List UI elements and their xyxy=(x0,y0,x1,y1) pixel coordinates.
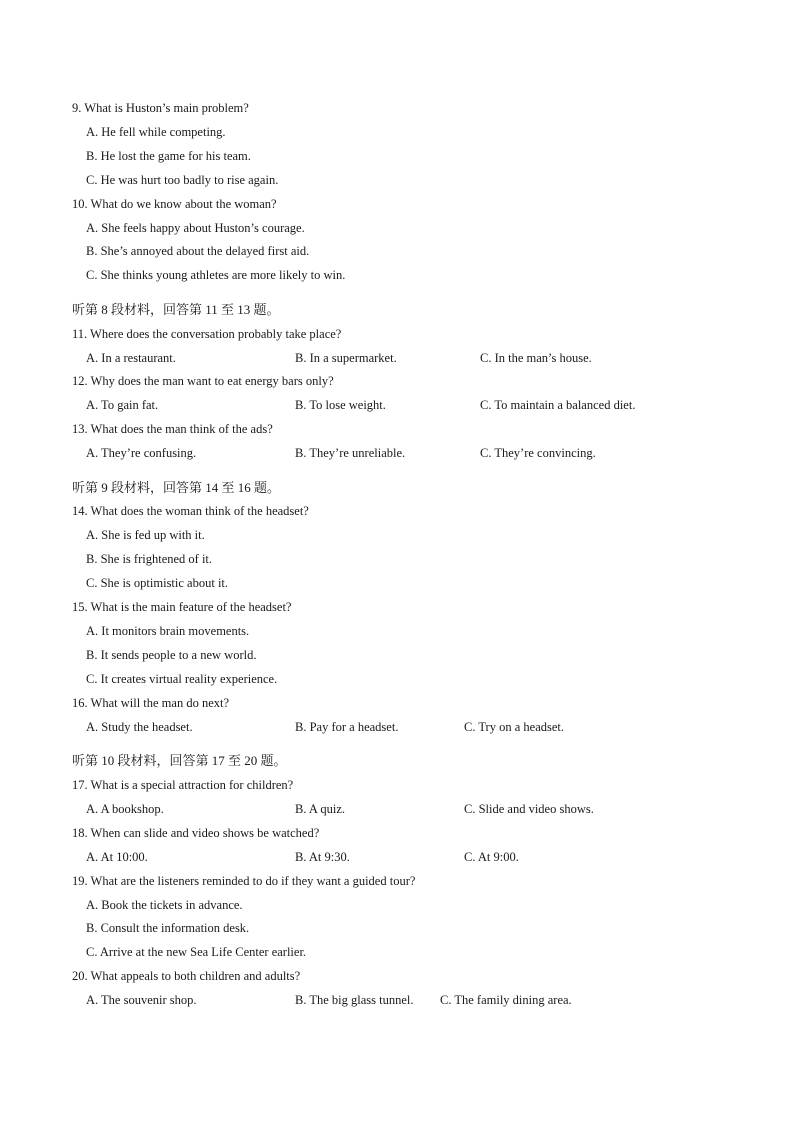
q11-option-b: B. In a supermarket. xyxy=(295,351,397,365)
q15-option-c: C. It creates virtual reality experience. xyxy=(86,672,278,686)
q19-option-c: C. Arrive at the new Sea Life Center earlier. xyxy=(86,945,307,959)
q16-option-c: C. Try on a headset. xyxy=(464,720,564,734)
q14-option-b: B. She is frightened of it. xyxy=(86,552,213,566)
q18-option-c: C. At 9:00. xyxy=(464,850,519,864)
q20-option-b: B. The big glass tunnel. xyxy=(295,993,414,1007)
q9-option-c: C. He was hurt too badly to rise again. xyxy=(86,173,279,187)
q12-option-b: B. To lose weight. xyxy=(295,398,386,412)
q17-option-c: C. Slide and video shows. xyxy=(464,802,594,816)
q9-option-b: B. He lost the game for his team. xyxy=(86,149,251,163)
q12-option-c: C. To maintain a balanced diet. xyxy=(480,398,636,412)
q19-option-b: B. Consult the information desk. xyxy=(86,921,250,935)
q10-option-b: B. She’s annoyed about the delayed first aid. xyxy=(86,244,310,258)
question-14: 14. What does the woman think of the headset? xyxy=(72,504,309,518)
q18-option-a: A. At 10:00. xyxy=(86,850,148,864)
q10-option-c: C. She thinks young athletes are more likely to win. xyxy=(86,268,346,282)
question-13: 13. What does the man think of the ads? xyxy=(72,422,273,436)
q9-option-a: A. He fell while competing. xyxy=(86,125,226,139)
question-9: 9. What is Huston’s main problem? xyxy=(72,101,249,115)
section-10-heading: 听第 10 段材料，回答第 17 至 20 题。 xyxy=(72,753,287,768)
q17-option-b: B. A quiz. xyxy=(295,802,346,816)
section-8-heading: 听第 8 段材料，回答第 11 至 13 题。 xyxy=(72,302,280,317)
q12-option-a: A. To gain fat. xyxy=(86,398,159,412)
q18-option-b: B. At 9:30. xyxy=(295,850,350,864)
q14-option-c: C. She is optimistic about it. xyxy=(86,576,229,590)
q11-option-c: C. In the man’s house. xyxy=(480,351,592,365)
q20-option-c: C. The family dining area. xyxy=(440,993,572,1007)
q10-option-a: A. She feels happy about Huston’s courage. xyxy=(86,221,305,235)
question-10: 10. What do we know about the woman? xyxy=(72,197,277,211)
question-15: 15. What is the main feature of the headset? xyxy=(72,600,292,614)
q20-option-a: A. The souvenir shop. xyxy=(86,993,197,1007)
question-17: 17. What is a special attraction for children? xyxy=(72,778,294,792)
q11-option-a: A. In a restaurant. xyxy=(86,351,176,365)
question-18: 18. When can slide and video shows be watched? xyxy=(72,826,320,840)
q15-option-a: A. It monitors brain movements. xyxy=(86,624,250,638)
q13-option-b: B. They’re unreliable. xyxy=(295,446,406,460)
question-19: 19. What are the listeners reminded to do if they want a guided tour? xyxy=(72,874,416,888)
q17-option-a: A. A bookshop. xyxy=(86,802,164,816)
q14-option-a: A. She is fed up with it. xyxy=(86,528,205,542)
question-20: 20. What appeals to both children and adults? xyxy=(72,969,301,983)
q13-option-c: C. They’re convincing. xyxy=(480,446,596,460)
q15-option-b: B. It sends people to a new world. xyxy=(86,648,257,662)
q13-option-a: A. They’re confusing. xyxy=(86,446,197,460)
question-16: 16. What will the man do next? xyxy=(72,696,230,710)
question-12: 12. Why does the man want to eat energy bars only? xyxy=(72,374,334,388)
q16-option-b: B. Pay for a headset. xyxy=(295,720,399,734)
question-11: 11. Where does the conversation probably take place? xyxy=(72,327,342,341)
section-9-heading: 听第 9 段材料，回答第 14 至 16 题。 xyxy=(72,480,281,495)
q16-option-a: A. Study the headset. xyxy=(86,720,193,734)
q19-option-a: A. Book the tickets in advance. xyxy=(86,898,243,912)
